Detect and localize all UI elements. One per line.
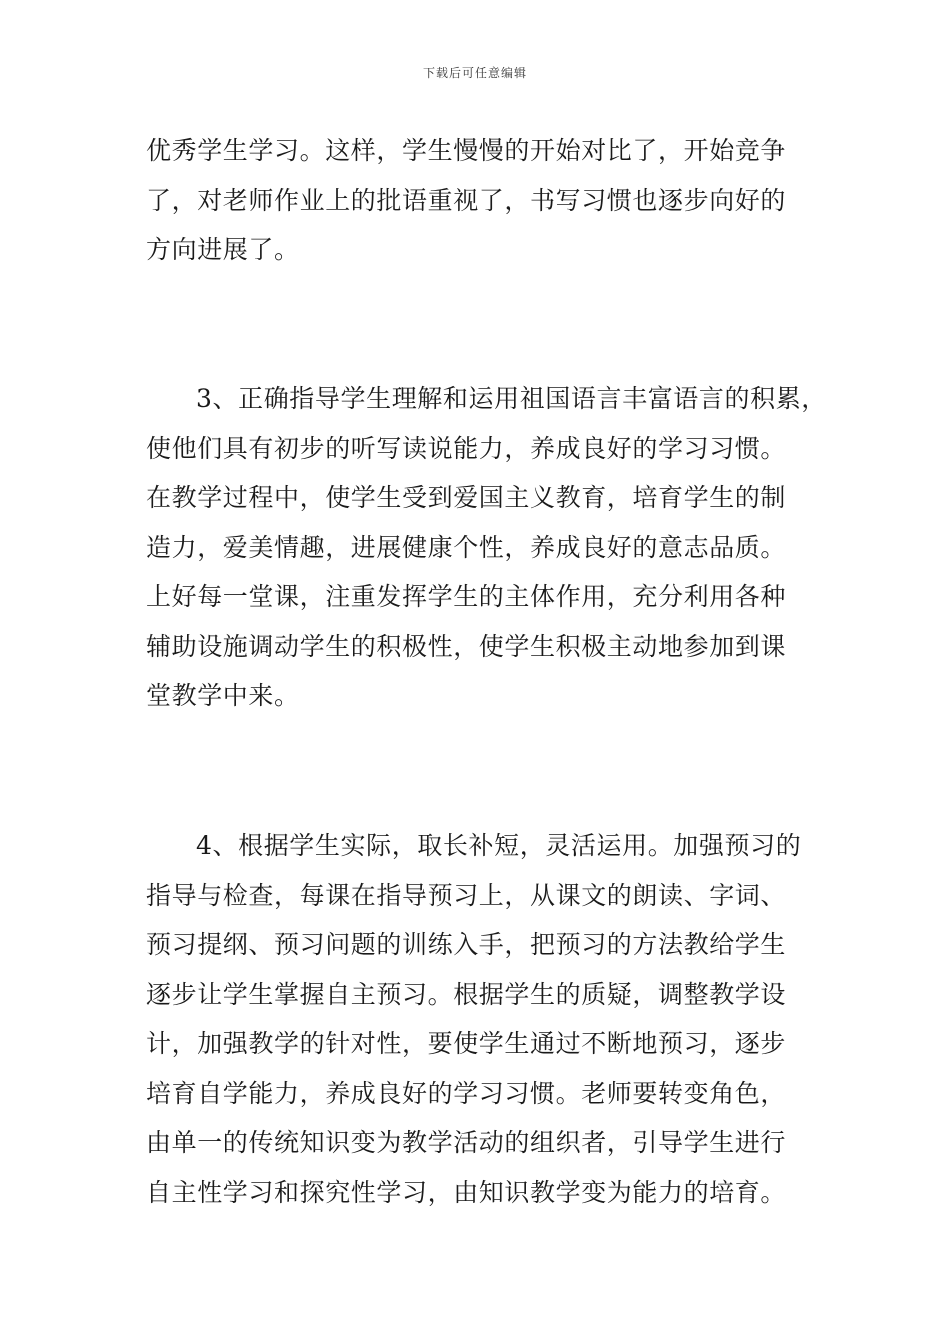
text-line: 造力，爱美情趣，进展健康个性，养成良好的意志品质。: [146, 532, 787, 562]
header-note: 下载后可任意编辑: [422, 66, 527, 80]
paragraph-continuation: [146, 126, 816, 275]
text-line: 上好每一堂课，注重发挥学生的主体作用，充分利用各种: [146, 582, 787, 611]
text-line: 指导与检查，每课在指导预习上，从课文的朗读、字词、: [146, 880, 787, 910]
text-line: 逐步让学生掌握自主预习。根据学生的质疑，调整教学设: [146, 979, 787, 1009]
text-line: 自主性学习和探究性学习，由知识教学变为能力的培育。: [146, 1177, 787, 1207]
text-line: 由单一的传统知识变为教学活动的组织者，引导学生进行: [146, 1128, 787, 1157]
text-line: 方向进展了。: [146, 235, 300, 264]
text-line: 使他们具有初步的听写读说能力，养成良好的学习习惯。: [146, 433, 787, 463]
text-line: 堂教学中来。: [146, 681, 300, 710]
text-line: 预习提纲、预习问题的训练入手，把预习的方法教给学生: [146, 930, 787, 959]
paragraph-item-3: [146, 374, 827, 721]
text-line: 3、正确指导学生理解和运用祖国语言丰富语言的积累，: [196, 384, 827, 413]
text-line: 优秀学生学习。这样，学生慢慢的开始对比了，开始竞争: [146, 136, 787, 165]
text-line: 4、根据学生实际，取长补短，灵活运用。加强预习的: [196, 831, 802, 860]
text-line: 培育自学能力，养成良好的学习习惯。老师要转变角色，: [146, 1078, 787, 1108]
text-line: 计，加强教学的针对性，要使学生通过不断地预习，逐步: [146, 1029, 787, 1058]
text-line: 了，对老师作业上的批语重视了，书写习惯也逐步向好的: [146, 185, 787, 215]
paragraph-item-4: [146, 821, 816, 1217]
text-line: 辅助设施调动学生的积极性，使学生积极主动地参加到课: [146, 631, 787, 661]
text-line: 在教学过程中，使学生受到爱国主义教育，培育学生的制: [146, 483, 787, 512]
